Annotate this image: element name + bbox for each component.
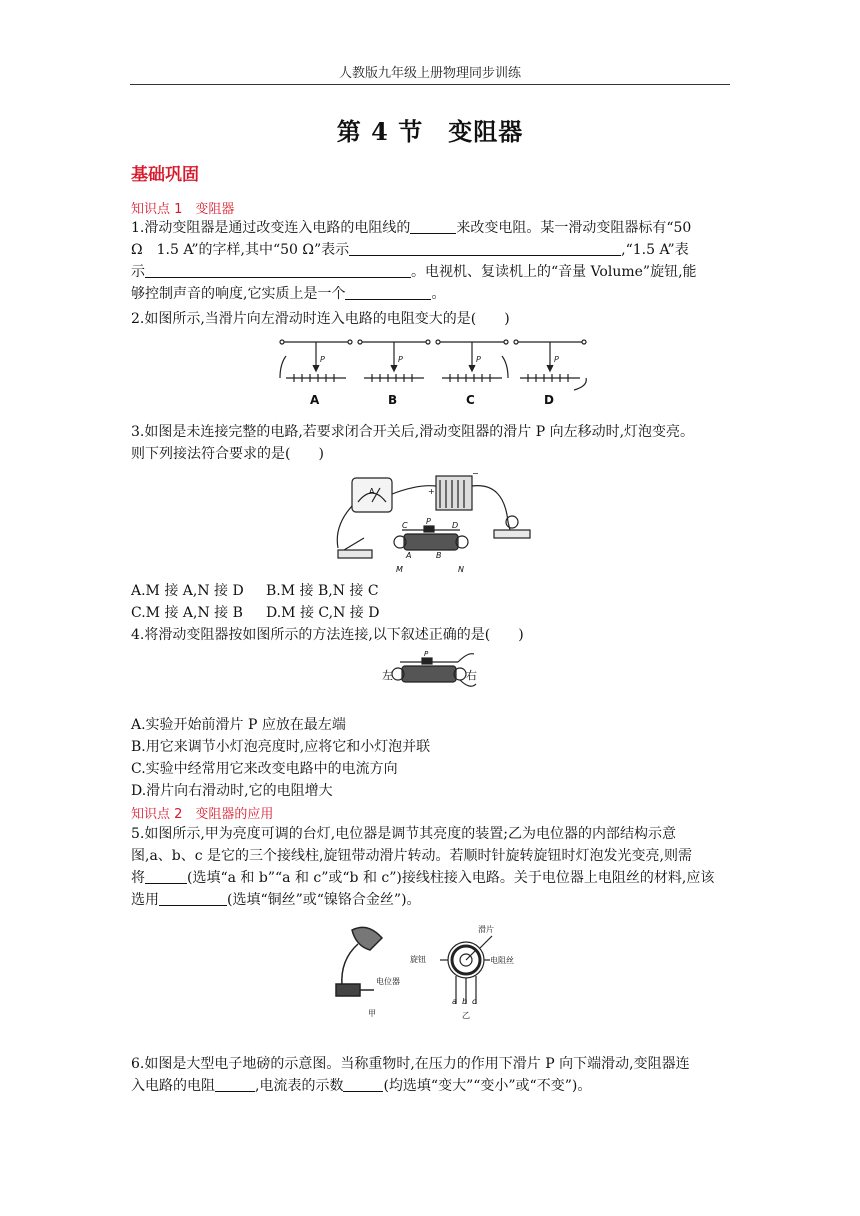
q4-option-b[interactable]: B.用它来调节小灯泡亮度时,应将它和小灯泡并联 (131, 739, 431, 755)
resistance-wire-label: 电阻丝 (490, 956, 514, 965)
terminal-c-label: c (472, 997, 477, 1006)
incomplete-circuit-figure (318, 466, 558, 578)
knob-label: 旋钮 (410, 955, 426, 964)
battery-minus-label: − (472, 469, 479, 478)
rheostat-options-figure (272, 334, 592, 410)
left-label: 左 (382, 669, 393, 682)
figure-jia-label: 甲 (368, 1009, 376, 1018)
slider-label: 滑片 (478, 925, 494, 934)
terminal-b-label: B (436, 551, 442, 560)
question-1: 1.滑动变阻器是通过改变连入电路的电阻线的 来改变电阻。某一滑动变阻器标有“50 Ω 1.5 A”的字样,其中“50 Ω”表示 ,“1.5 A”表 示 。电视机、复读机上的“音量 Volume”旋钮,能 够控制声音的响度,它实质上是一个 。 (131, 220, 697, 302)
figure-yi-label: 乙 (462, 1011, 470, 1020)
slider-p-label: P (424, 650, 429, 658)
option-label-a: A (310, 393, 320, 407)
q4-option-d[interactable]: D.滑片向右滑动时,它的电阻增大 (131, 783, 333, 799)
section-heading: 基础巩固 (131, 165, 199, 185)
q4-option-a[interactable]: A.实验开始前滑片 P 应放在最左端 (131, 717, 346, 733)
terminal-c-label: C (402, 521, 408, 530)
answer-blank[interactable] (145, 869, 187, 884)
q4-option-c[interactable]: C.实验中经常用它来改变电路中的电流方向 (131, 761, 398, 777)
question-4: 4.将滑动变阻器按如图所示的方法连接,以下叙述正确的是( ) (131, 627, 524, 643)
answer-blank[interactable] (159, 891, 227, 906)
label-p: P (398, 355, 403, 364)
terminal-a-label: A (406, 551, 412, 560)
label-p: P (320, 355, 325, 364)
page-header: 人教版九年级上册物理同步训练 (338, 66, 521, 81)
terminal-b-label: b (462, 997, 468, 1006)
potentiometer-label: 电位器 (376, 977, 400, 986)
wire-m-label: M (396, 565, 403, 574)
desk-lamp-potentiometer-figure (330, 920, 530, 1020)
question-2: 2.如图所示,当滑片向左滑动时连入电路的电阻变大的是( ) (131, 311, 510, 327)
battery-plus-label: + (428, 487, 435, 496)
terminal-a-label: a (452, 997, 457, 1006)
lesson-title: 第 4 节 变阻器 (336, 117, 524, 146)
ammeter-label: A (369, 487, 375, 496)
q3-option-b[interactable]: B.M 接 B,N 接 C (266, 583, 379, 599)
label-p: P (476, 355, 481, 364)
knowledge-point-2: 知识点 2 变阻器的应用 (131, 807, 274, 822)
question-5: 5.如图所示,甲为亮度可调的台灯,电位器是调节其亮度的装置;乙为电位器的内部结构示意 图,a、b、c 是它的三个接线柱,旋钮带动滑片转动。若顺时针旋转旋钮时灯泡发光变亮,则需 将 (选填“a 和 b”“a 和 c”或“b 和 c”)接线柱接入电路。关于电位器上电阻丝的材料,应该 选用 (选填“铜丝”或“镍铬合金丝”)。 (131, 826, 715, 908)
answer-blank[interactable] (345, 285, 431, 300)
question-3: 3.如图是未连接完整的电路,若要求闭合开关后,滑动变阻器的滑片 P 向左移动时,灯泡变亮。 则下列接法符合要求的是( ) (131, 424, 695, 462)
header-rule (130, 84, 730, 85)
option-label-b: B (388, 393, 398, 407)
slider-p-label: P (426, 517, 431, 526)
option-label-d: D (544, 393, 554, 407)
q3-option-d[interactable]: D.M 接 C,N 接 D (266, 605, 380, 621)
knowledge-point-1: 知识点 1 变阻器 (131, 202, 235, 217)
answer-blank[interactable] (410, 219, 456, 234)
right-label: 右 (466, 669, 477, 682)
answer-blank[interactable] (145, 263, 411, 278)
answer-blank[interactable] (343, 1077, 383, 1092)
q3-option-c[interactable]: C.M 接 A,N 接 B (131, 605, 243, 621)
option-label-c: C (466, 393, 475, 407)
rheostat-connection-figure (378, 648, 482, 694)
answer-blank[interactable] (349, 241, 621, 256)
answer-blank[interactable] (215, 1077, 255, 1092)
q3-option-a[interactable]: A.M 接 A,N 接 D (131, 583, 244, 599)
terminal-d-label: D (452, 521, 459, 530)
label-p: P (554, 355, 559, 364)
wire-n-label: N (458, 565, 464, 574)
question-6: 6.如图是大型电子地磅的示意图。当称重物时,在压力的作用下滑片 P 向下端滑动,变阻器连 入电路的电阻 ,电流表的示数 (均选填“变大”“变小”或“不变”)。 (131, 1056, 690, 1094)
